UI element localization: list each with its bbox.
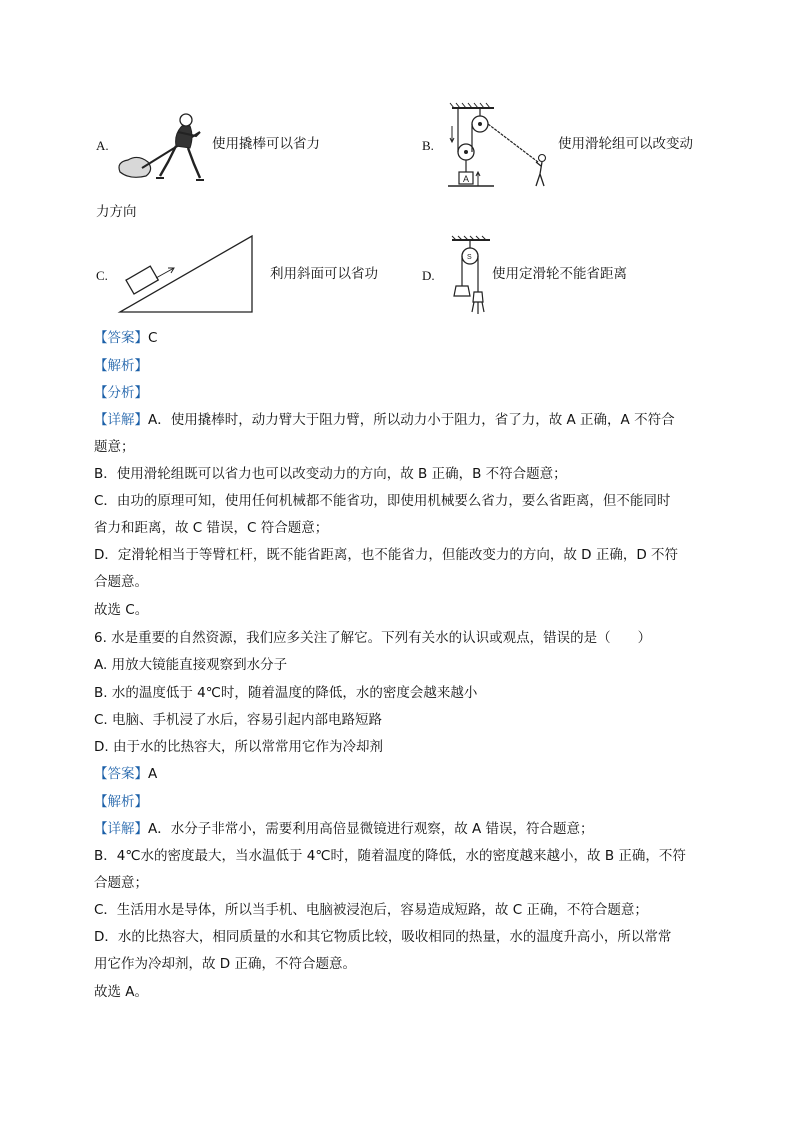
pulley-weight-label: A (463, 174, 470, 184)
q6-conclusion: 故选 A。 (94, 984, 149, 1000)
q6-stem: 6. 水是重要的自然资源，我们应多关注了解它。下列有关水的认识或观点，错误的是（ ） (94, 630, 652, 646)
fixed-pulley-figure (448, 236, 496, 318)
q5-answer-tag: 【答案】 (94, 330, 148, 346)
pulley-block-figure (448, 102, 552, 190)
q6-option-a: A. 用放大镜能直接观察到水分子 (94, 657, 288, 673)
q5-detail-text-1: A．使用撬棒时，动力臂大于阻力臂，所以动力小于阻力，省了力，故 A 正确，A 不符合 (148, 412, 675, 428)
q6-detail-tag: 【详解】 (94, 821, 148, 837)
option-d-text: 使用定滑轮不能省距离 (492, 266, 627, 282)
q5-jiexi-tag: 【解析】 (94, 358, 148, 374)
option-a-text: 使用撬棒可以省力 (212, 136, 320, 152)
q5-fenxi-tag: 【分析】 (94, 385, 148, 401)
crowbar-figure (112, 110, 212, 185)
q5-answer: C (148, 330, 158, 346)
q6-option-d: D. 由于水的比热容大，所以常常用它作为冷却剂 (94, 739, 383, 755)
q6-detail-line-5: D．水的比热容大，相同质量的水和其它物质比较，吸收相同的热量，水的温度升高小，所以常常 (94, 929, 672, 945)
q6-detail-text-1: A．水分子非常小，需要利用高倍显微镜进行观察，故 A 错误，符合题意； (148, 821, 594, 837)
q5-conclusion: 故选 C。 (94, 602, 149, 618)
option-a-letter: A. (96, 138, 109, 153)
q5-answer-line (94, 328, 157, 348)
pulley-d-label: S (467, 254, 472, 261)
q5-detail-tag: 【详解】 (94, 412, 148, 428)
q6-detail-line-3: 合题意； (94, 875, 148, 891)
option-c-text: 利用斜面可以省功 (270, 266, 378, 282)
q6-answer: A (148, 766, 158, 782)
q6-detail-line-4: C．生活用水是导体，所以当手机、电脑被浸泡后，容易造成短路，故 C 正确，不符合题意； (94, 902, 648, 918)
q6-jiexi-tag: 【解析】 (94, 794, 148, 810)
option-c-letter: C. (96, 268, 108, 283)
q5-detail-line-3: B．使用滑轮组既可以省力也可以改变动力的方向，故 B 正确，B 不符合题意； (94, 466, 567, 482)
q6-detail-line-2: B．4℃水的密度最大，当水温低于 4℃时，随着温度的降低，水的密度越来越小，故 B 正确，不符 (94, 848, 686, 864)
q6-option-c: C. 电脑、手机浸了水后，容易引起内部电路短路 (94, 712, 383, 728)
q6-detail-line-6: 用它作为冷却剂，故 D 正确，不符合题意。 (94, 956, 356, 972)
q6-answer-tag: 【答案】 (94, 766, 148, 782)
q5-detail-line-4: C．由功的原理可知，使用任何机械都不能省功，即使用机械要么省力，要么省距离，但不能同时 (94, 493, 671, 509)
option-d-letter: D. (422, 268, 435, 283)
q5-detail-line-5: 省力和距离，故 C 错误，C 符合题意； (94, 520, 329, 536)
q5-detail-line-6: D．定滑轮相当于等臂杠杆，既不能省距离，也不能省力，但能改变力的方向，故 D 正确，D 不符 (94, 547, 679, 563)
option-b-text-continued: 力方向 (96, 204, 137, 220)
q5-detail-line-2: 题意； (94, 439, 135, 455)
q5-detail-line-7: 合题意。 (94, 574, 148, 590)
incline-figure (116, 232, 256, 314)
option-b-text: 使用滑轮组可以改变动 (558, 136, 693, 152)
q6-answer-line (94, 764, 157, 784)
q6-detail-line-1 (94, 819, 594, 839)
q5-detail-line-1 (94, 410, 675, 430)
option-b-letter: B. (422, 138, 434, 153)
q6-option-b: B. 水的温度低于 4℃时，随着温度的降低，水的密度会越来越小 (94, 685, 478, 701)
